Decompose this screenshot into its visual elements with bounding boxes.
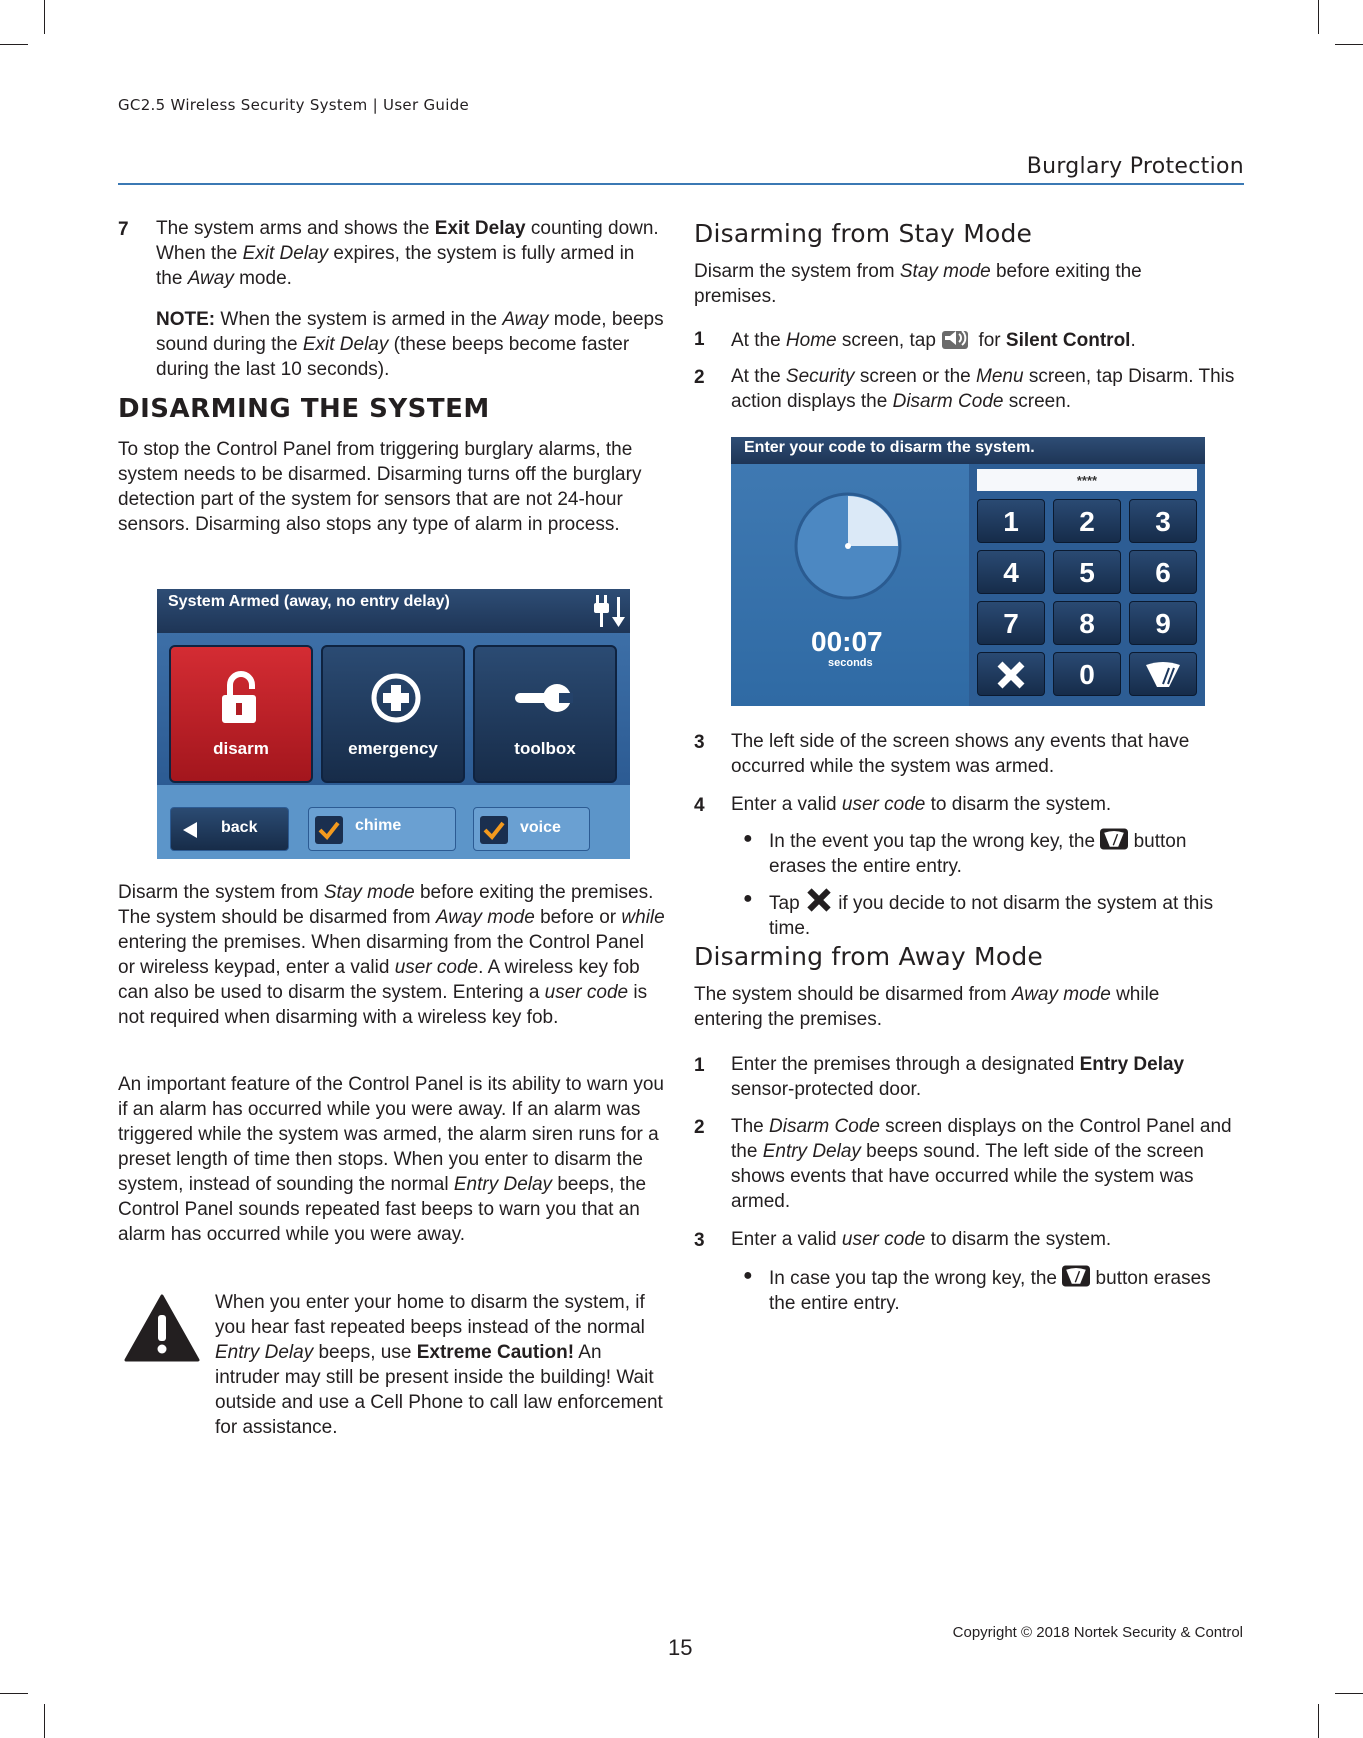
armed-screen-title: System Armed (away, no entry delay) [168,593,450,610]
crop-mark [1318,1704,1319,1738]
away-step-2: The Disarm Code screen displays on the Control Panel and the Entry Delay beeps sound. The left side of the screen shows events that have occurred while the system was armed. [731,1116,1232,1212]
step-number: 7 [118,219,129,240]
bullet-icon: ● [743,830,753,847]
bullet-icon: ● [743,1267,753,1284]
key-4[interactable]: 4 [977,550,1045,594]
cancel-key[interactable] [977,652,1045,696]
code-screen-title: Enter your code to disarm the system. [744,439,1035,456]
chime-label: chime [355,817,402,834]
key-6[interactable]: 6 [1129,550,1197,594]
header-rule [118,183,1244,185]
key-9[interactable]: 9 [1129,601,1197,645]
warning-triangle-icon [124,1293,200,1363]
caution-text: When you enter your home to disarm the system, if you hear fast repeated beeps instead of the normal Entry Delay beeps, use Extreme Caution! An intruder may still be present inside the building! Wait outside and use a Cell Phone to call law enforcement for assistance. [215,1292,663,1438]
bullet-icon: ● [743,890,753,907]
close-x-icon [805,887,833,913]
page-number: 15 [668,1635,693,1660]
copyright-notice: Copyright © 2018 Nortek Security & Control [952,1624,1243,1641]
document-title: GC2.5 Wireless Security System | User Guide [118,96,470,114]
step-number: 1 [694,1055,705,1076]
step-number: 4 [694,795,705,816]
voice-toggle[interactable] [473,807,590,851]
stay-mode-heading: Disarming from Stay Mode [694,219,1033,248]
stay-bullet-1: In the event you tap the wrong key, the button erases the entire entry. [769,827,1239,879]
away-mode-heading: Disarming from Away Mode [694,942,1043,971]
stay-step-1: At the Home screen, tap for Silent Control. [731,326,1231,353]
back-button[interactable] [170,807,289,851]
stay-step-3: The left side of the screen shows any events that have occurred while the system was armed. [731,731,1190,777]
countdown-timer: 00:07 [811,626,883,657]
stay-mode-intro: Disarm the system from Stay mode before exiting the premises. [694,261,1142,307]
alarm-warning-paragraph: An important feature of the Control Panel is its ability to warn you if an alarm has occurred while you were away. If an alarm was triggered while the system was armed, the alarm siren runs for a preset length of time then stops. When you enter to disarm the system, instead of sounding the normal Entry Delay beeps, the Control Panel sounds repeated fast beeps to warn you that an alarm has occurred while you were away. [118,1074,664,1245]
armed-screen-screenshot [157,589,630,859]
away-step-1: Enter the premises through a designated Entry Delay sensor-protected door. [731,1054,1185,1100]
step-number: 2 [694,1117,705,1138]
countdown-clock-icon [793,491,903,601]
key-1[interactable]: 1 [977,499,1045,543]
close-x-icon [996,660,1026,690]
emergency-tile[interactable] [321,645,465,783]
disarm-label: disarm [213,739,269,758]
checkbox-checked-icon [480,816,508,844]
eraser-icon [1143,660,1183,690]
emergency-cross-icon [370,671,422,725]
stay-step-2: At the Security screen or the Menu screen, tap Disarm. This action displays the Disarm Code screen. [731,366,1235,412]
unlocked-padlock-icon [218,671,268,725]
emergency-label: emergency [348,739,438,758]
stay-bullet-2: Tap if you decide to not disarm the system at this time. [769,887,1239,941]
disarm-paragraph: Disarm the system from Stay mode before exiting the premises. The system should be disarmed from Away mode before or while entering the premises. When disarming from the Control Panel or wireless keypad, enter a valid user code. A wireless key fob can also be used to disarm the system. Entering a user code is not required when disarming with a wireless key fob. [118,882,665,1028]
away-bullet-1: In case you tap the wrong key, the button erases the entire entry. [769,1264,1239,1316]
voice-label: voice [520,819,561,836]
speaker-icon [941,326,973,350]
key-3[interactable]: 3 [1129,499,1197,543]
step-number: 1 [694,329,705,350]
toolbox-label: toolbox [514,739,576,758]
key-2[interactable]: 2 [1053,499,1121,543]
key-8[interactable]: 8 [1053,601,1121,645]
step-number: 3 [694,732,705,753]
disarm-code-screenshot [731,437,1205,706]
code-entry-field[interactable]: **** [977,469,1197,491]
crop-mark [44,0,45,34]
intro-paragraph: To stop the Control Panel from triggering burglary alarms, the system needs to be disarmed. Disarming turns off the burglary detection part of the system for sensors that are not 24-hour sensors. Disarming also stops any type of alarm in process. [118,439,642,535]
away-step-3: Enter a valid user code to disarm the system. [731,1229,1112,1250]
clear-key[interactable] [1129,652,1197,696]
back-arrow-icon [181,821,199,839]
eraser-icon [1062,1264,1090,1288]
section-title: Burglary Protection [1026,154,1244,179]
crop-mark [1335,44,1363,45]
key-5[interactable]: 5 [1053,550,1121,594]
step-number: 3 [694,1230,705,1251]
crop-mark [1335,1693,1363,1694]
timer-unit: seconds [828,657,873,669]
away-mode-intro: The system should be disarmed from Away mode while entering the premises. [694,984,1160,1030]
armed-screen-title-bar [157,589,630,633]
key-7[interactable]: 7 [977,601,1045,645]
stay-step-4: Enter a valid user code to disarm the system. [731,794,1112,815]
code-screen-title-bar [731,437,1205,464]
step-7-text: The system arms and shows the Exit Delay counting down. When the Exit Delay expires, the system is fully armed in the Away mode. [156,218,659,289]
section-heading: DISARMING THE SYSTEM [118,394,490,424]
checkbox-checked-icon [315,816,343,844]
crop-mark [1318,0,1319,34]
wrench-icon [513,671,573,725]
toolbox-tile[interactable] [473,645,617,783]
note-text: NOTE: When the system is armed in the Away mode, beeps sound during the Exit Delay (these beeps become faster during the last 10 seconds). [156,309,664,380]
eraser-icon [1100,827,1128,851]
power-plug-icon [592,593,628,631]
disarm-tile[interactable] [169,645,313,783]
chime-toggle[interactable] [308,807,456,851]
key-0[interactable]: 0 [1053,652,1121,696]
back-label: back [221,819,258,836]
crop-mark [0,1693,28,1694]
crop-mark [0,44,28,45]
crop-mark [44,1704,45,1738]
step-number: 2 [694,367,705,388]
